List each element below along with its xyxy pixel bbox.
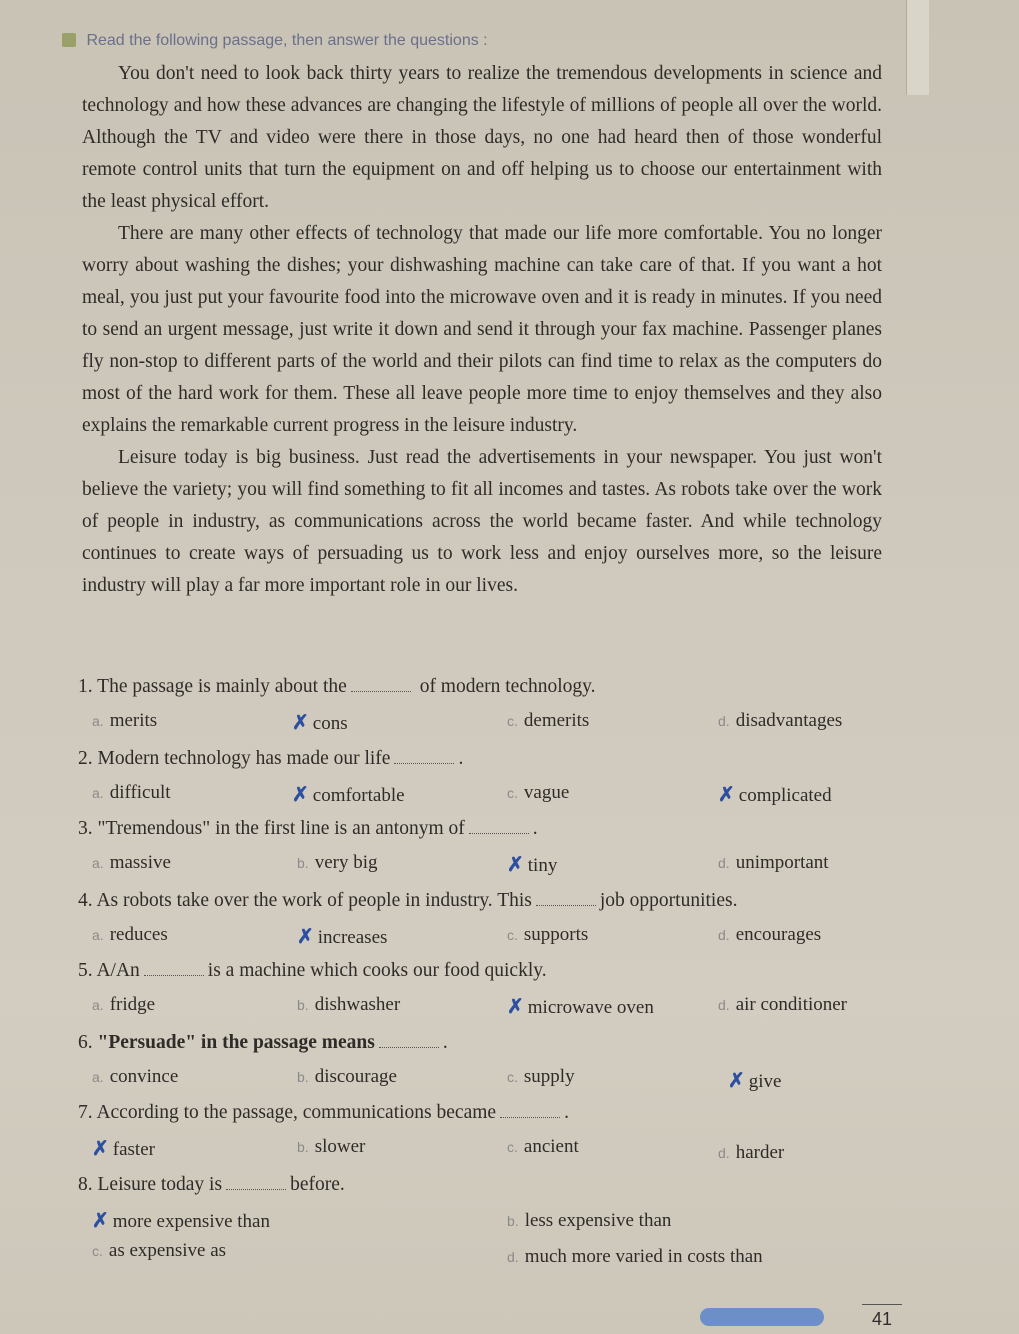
answer-tick-icon: ✗ (92, 1138, 109, 1160)
answer-tick-icon: ✗ (297, 926, 314, 948)
option-8d[interactable]: d. much more varied in costs than (507, 1246, 763, 1267)
option-5b[interactable]: b. dishwasher (297, 994, 401, 1015)
passage-paragraph-1: You don't need to look back thirty years to realize the tremendous developments in science and technology and how these advances are changing the lifestyle of millions of people all over the world. Although the TV and video were there in those days, no one had heard then of those wonderful remote control units that turn the equipment on and off helping us to choose our entertainment with the least physical effort. (82, 63, 882, 212)
answer-tick-icon: ✗ (92, 1210, 109, 1232)
question-7: 7. According to the passage, communications became . (78, 1102, 569, 1123)
passage-paragraph-3: Leisure today is big business. Just read the advertisements in your newspaper. You just won't believe the variety; you will find something to fit all incomes and tastes. As robots take over the work of people in industry, as communications across the world became faster. And while technology continues to create ways of persuading us to work less and enjoy ourselves more, so the leisure industry will play a far more important role in our lives. (82, 447, 882, 596)
answer-tick-icon: ✗ (292, 712, 309, 734)
sidebar-tab (906, 0, 929, 95)
question-8: 8. Leisure today is before. (78, 1174, 345, 1195)
option-1d[interactable]: d. disadvantages (718, 710, 843, 731)
option-6a[interactable]: a. convince (92, 1066, 179, 1087)
question-1 (78, 676, 596, 698)
question-3: 3. "Tremendous" in the first line is an antonym of . (78, 818, 538, 839)
answer-tick-icon: ✗ (728, 1070, 745, 1092)
option-6d[interactable]: ✗ give (728, 1070, 782, 1092)
cross-mark-icon: ✗ (718, 784, 735, 806)
option-4c[interactable]: c. supports (507, 924, 589, 945)
instruction-text: Read the following passage, then answer the questions : (86, 32, 488, 49)
option-6c[interactable]: c. supply (507, 1066, 575, 1087)
question-icon (62, 33, 76, 47)
option-2d[interactable]: ✗ complicated (718, 784, 832, 806)
option-8a[interactable]: ✗ more expensive than (92, 1210, 270, 1232)
option-2b[interactable]: ✗ comfortable (292, 784, 405, 806)
option-2a[interactable]: a. difficult (92, 782, 171, 803)
option-1a[interactable]: a. merits (92, 710, 158, 731)
question-2: 2. Modern technology has made our life . (78, 748, 464, 769)
passage (82, 58, 882, 602)
page-number: 41 (862, 1304, 902, 1330)
answer-tick-icon: ✗ (507, 996, 524, 1018)
option-4d[interactable]: d. encourages (718, 924, 822, 945)
answer-tick-icon: ✗ (292, 784, 309, 806)
option-6b[interactable]: b. discourage (297, 1066, 397, 1087)
question-5: 5. A/An is a machine which cooks our food quickly. (78, 960, 547, 981)
option-8c[interactable]: c. as expensive as (92, 1240, 227, 1261)
option-7d[interactable]: d. harder (718, 1142, 785, 1163)
question-4: 4. As robots take over the work of people in industry. This job opportunities. (78, 890, 738, 911)
publisher-badge (700, 1308, 824, 1326)
answer-tick-icon: ✗ (507, 854, 524, 876)
question-stem: The passage is mainly about the (97, 676, 347, 697)
option-2c[interactable]: c. vague (507, 782, 570, 803)
option-3a[interactable]: a. massive (92, 852, 171, 873)
option-3c[interactable]: ✗ tiny (507, 854, 558, 876)
option-8b[interactable]: b. less expensive than (507, 1210, 672, 1231)
instruction (62, 32, 488, 50)
option-5d[interactable]: d. air conditioner (718, 994, 848, 1015)
option-7c[interactable]: c. ancient (507, 1136, 579, 1157)
option-4b[interactable]: ✗ increases (297, 926, 388, 948)
option-3b[interactable]: b. very big (297, 852, 378, 873)
option-7b[interactable]: b. slower (297, 1136, 366, 1157)
option-3d[interactable]: d. unimportant (718, 852, 829, 873)
question-number: 1. (78, 676, 93, 697)
passage-paragraph-2: There are many other effects of technology that made our life more comfortable. You no longer worry about washing the dishes; your dishwashing machine can take care of that. If you want a hot meal, you just put your favourite food into the microwave oven and it is ready in minutes. If you need to send an urgent message, just write it down and send it through your fax machine. Passenger planes fly non-stop to different parts of the world and their pilots can find time to relax as the computers do most of the hard work for them. These all leave people more time to enjoy themselves and they also explains the remarkable current progress in the leisure industry. (82, 223, 882, 436)
option-5c[interactable]: ✗ microwave oven (507, 996, 654, 1018)
option-4a[interactable]: a. reduces (92, 924, 168, 945)
option-7a[interactable]: ✗ faster (92, 1138, 155, 1160)
question-stem-end: of modern technology. (419, 676, 596, 697)
option-5a[interactable]: a. fridge (92, 994, 156, 1015)
option-1c[interactable]: c. demerits (507, 710, 590, 731)
question-6: 6. "Persuade" in the passage means . (78, 1032, 448, 1053)
option-1b[interactable]: ✗ cons (292, 712, 348, 734)
